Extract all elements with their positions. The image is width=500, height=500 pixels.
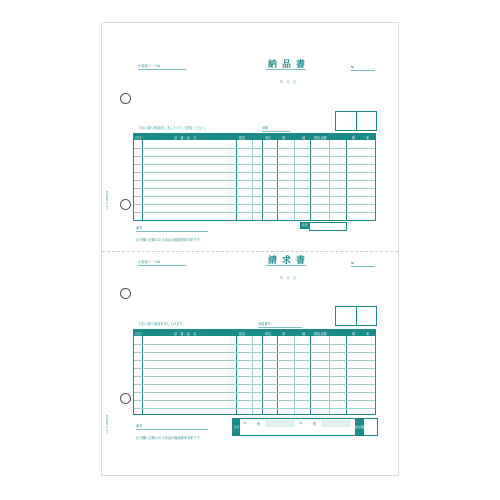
- invoice-registration: 登録番号：: [258, 322, 274, 326]
- delivery-col-amount: 税抜金額: [314, 136, 327, 140]
- invoice-remarks-underline: [136, 429, 208, 430]
- invoice-notice: 下記の通り御請求申し上げます。: [138, 322, 186, 326]
- invoice-rate-b: %: [299, 421, 303, 425]
- invoice-remarks: 備考: [136, 424, 143, 428]
- delivery-table: [133, 133, 376, 221]
- delivery-addressee-underline: [262, 131, 290, 132]
- delivery-number-label: №: [351, 65, 355, 69]
- invoice-col-date: 月日: [135, 332, 142, 336]
- delivery-side-code: ヒサゴ BS626: [105, 191, 109, 211]
- delivery-receipt-tag: 受領: [301, 223, 308, 227]
- delivery-remarks: 備考: [136, 226, 143, 230]
- invoice-title: 請求書: [268, 256, 311, 266]
- invoice-date: 年 月 日: [280, 276, 296, 280]
- invoice-billing-label: 請求額: [355, 419, 364, 435]
- delivery-receipt-box: [309, 222, 347, 231]
- invoice-totals-band: [232, 418, 378, 436]
- invoice-col-unit: 単位: [265, 332, 272, 336]
- invoice-tax-a: 税: [257, 422, 261, 426]
- delivery-customer-code: お客様コード№: [138, 64, 161, 68]
- punch-hole-lower-top: [120, 288, 131, 299]
- delivery-stamp-box: [335, 111, 377, 131]
- invoice-number-underline: [351, 266, 375, 267]
- delivery-title: 納品書: [268, 60, 311, 70]
- customer-code-underline: [138, 69, 186, 70]
- invoice-customer-code: お客様コード№: [138, 260, 161, 264]
- delivery-col-item: 品 番・品 名: [174, 136, 197, 140]
- invoice-table-header: [134, 330, 375, 336]
- invoice-col-amount: 税抜金額: [314, 332, 327, 336]
- delivery-col-date: 月日: [135, 136, 142, 140]
- delivery-notice: 下記の通り納品致しましたのでご査収ください。: [138, 126, 209, 130]
- invoice-side-code: ヒサゴ BS626: [105, 415, 109, 435]
- perforation-line: [102, 251, 398, 252]
- invoice-customer-code-underline: [138, 265, 186, 266]
- delivery-col-qty: 数量: [239, 136, 246, 140]
- delivery-col-unit: 単位: [265, 136, 272, 140]
- delivery-title-underline: [266, 69, 306, 70]
- invoice-total-label: 合計: [233, 419, 240, 435]
- invoice-stamp-box: [335, 306, 377, 326]
- invoice-number-label: №: [351, 261, 355, 265]
- delivery-col-price-b: 価: [302, 136, 306, 140]
- invoice-col-price-b: 価: [302, 332, 306, 336]
- invoice-col-item: 品 番・品 名: [174, 332, 197, 336]
- delivery-addressee: 前略: [262, 126, 269, 130]
- invoice-tax-note: 区分欄に記載のある商品は軽減税率対象です。: [136, 436, 203, 440]
- invoice-rate-a: %: [243, 421, 247, 425]
- invoice-tax-cell-b: [321, 420, 351, 427]
- punch-hole-top: [120, 93, 131, 104]
- invoice-tax-b: 税: [313, 422, 317, 426]
- delivery-table-header: [134, 134, 375, 140]
- invoice-col-qty: 数量: [239, 332, 246, 336]
- invoice-title-underline: [266, 265, 306, 266]
- paper-sheet: [101, 22, 399, 476]
- delivery-number-underline: [351, 70, 375, 71]
- invoice-registration-underline: [258, 327, 302, 328]
- delivery-col-rate: 率: [366, 136, 370, 140]
- delivery-col-tax: 税: [352, 136, 356, 140]
- punch-hole-bottom: [120, 393, 131, 404]
- delivery-col-price-a: 単: [282, 136, 286, 140]
- punch-hole-upper-bottom: [120, 199, 131, 210]
- invoice-col-price-a: 単: [282, 332, 286, 336]
- invoice-table: [133, 329, 376, 415]
- invoice-tax-cell-a: [265, 420, 295, 427]
- invoice-col-rate: 率: [366, 332, 370, 336]
- delivery-tax-note: 区分欄に記載のある商品は軽減税率対象です。: [136, 238, 203, 242]
- delivery-date: 年 月 日: [280, 80, 296, 84]
- delivery-remarks-underline: [136, 231, 208, 232]
- invoice-col-tax: 税: [352, 332, 356, 336]
